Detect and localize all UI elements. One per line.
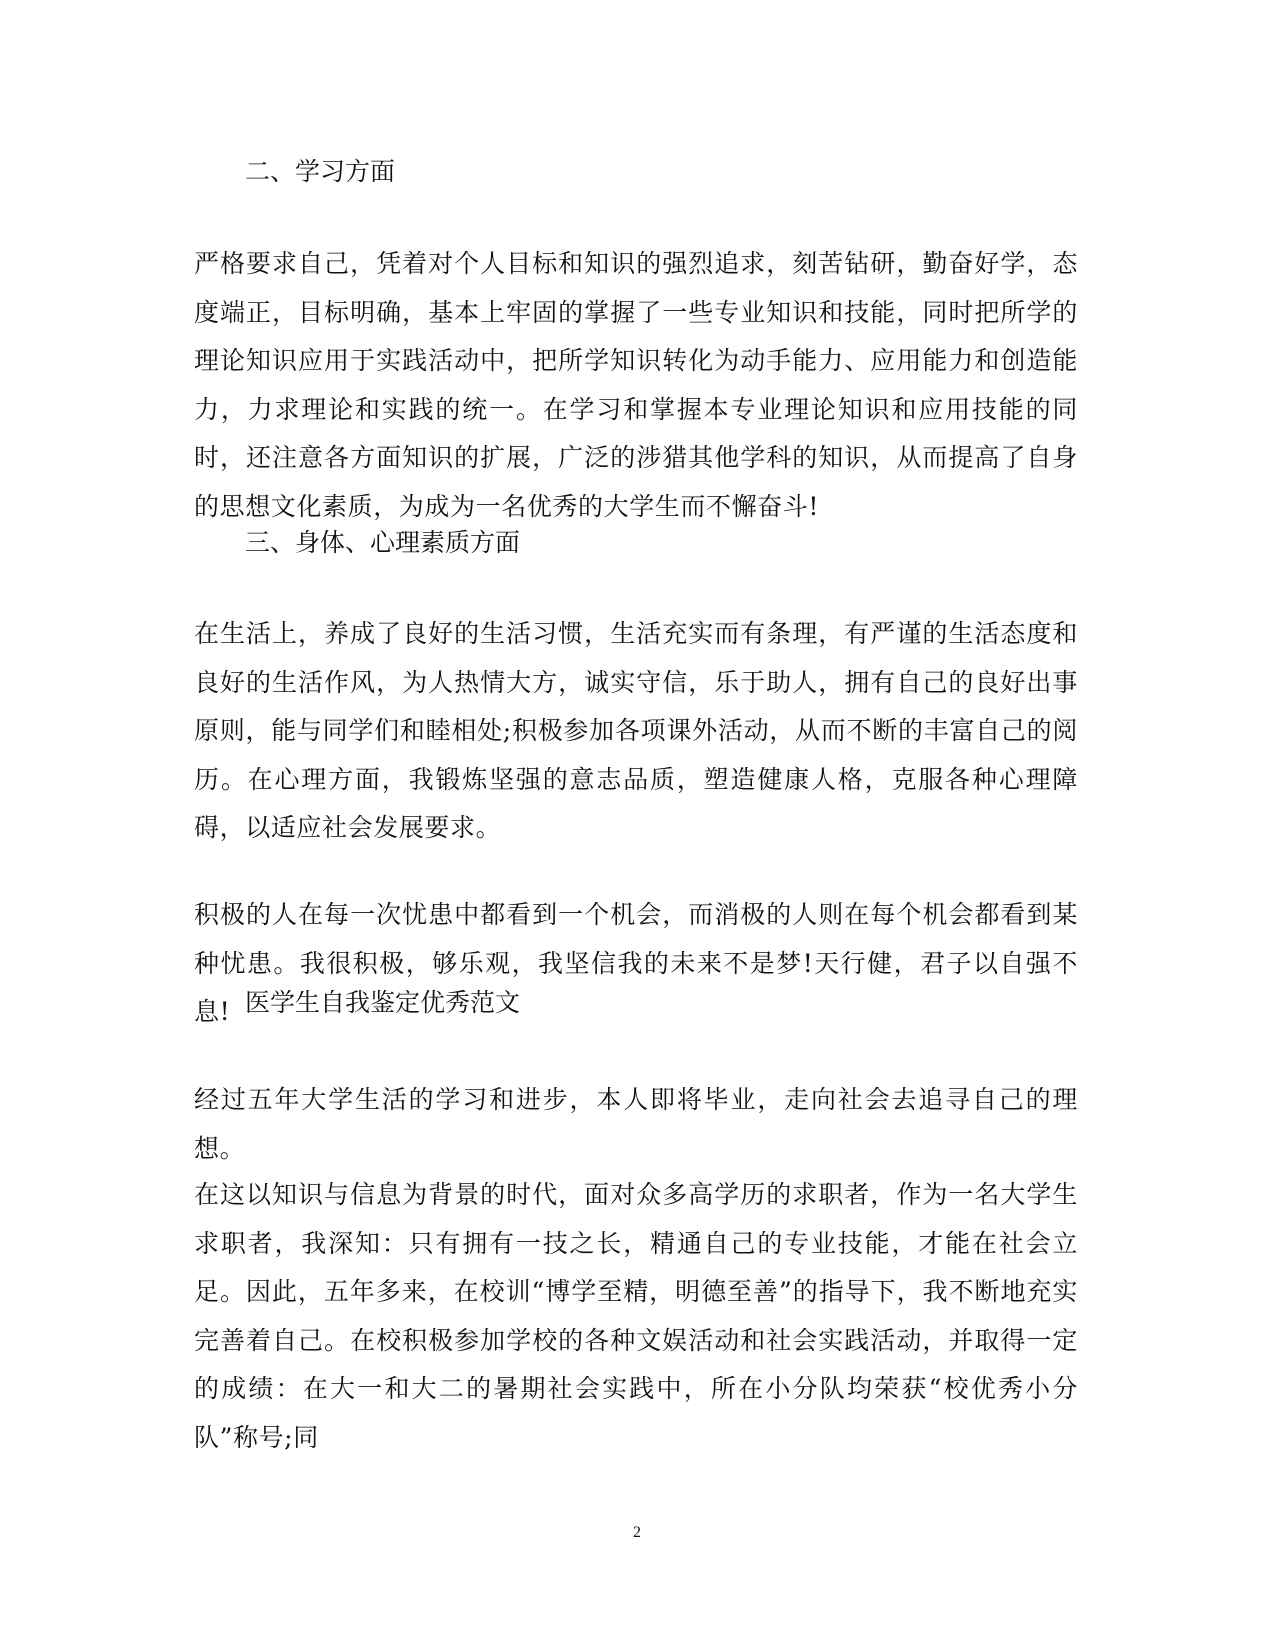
page-number: 2	[633, 1524, 641, 1541]
paragraph-life: 在生活上，养成了良好的生活习惯，生活充实而有条理，有严谨的生活态度和良好的生活作风，为人热情大方，诚实守信，乐于助人，拥有自己的良好出事原则，能与同学们和睦相处;积极参加各项课外活动，从而不断的丰富自己的阅历。在心理方面，我锻炼坚强的意志品质，塑造健康人格，克服各种心理障碍，以适应社会发展要求。	[194, 619, 1078, 842]
paragraph-career: 在这以知识与信息为背景的时代，面对众多高学历的求职者，作为一名大学生求职者，我深知：只有拥有一技之长，精通自己的专业技能，才能在社会立足。因此，五年多来，在校训“博学至精，明德至善”的指导下，我不断地充实完善着自己。在校积极参加学校的各种文娱活动和社会实践活动，并取得一定的成绩：在大一和大二的暑期社会实践中，所在小分队均荣获“校优秀小分队”称号;同	[194, 1180, 1078, 1452]
section-heading-study: 二、学习方面	[245, 157, 396, 186]
paragraph-graduation: 经过五年大学生活的学习和进步，本人即将毕业，走向社会去追寻自己的理想。	[194, 1085, 1078, 1163]
paragraph-study: 严格要求自己，凭着对个人目标和知识的强烈追求，刻苦钻研，勤奋好学，态度端正，目标明确，基本上牢固的掌握了一些专业知识和技能，同时把所学的理论知识应用于实践活动中，把所学知识转化为动手能力、应用能力和创造能力，力求理论和实践的统一。在学习和掌握本专业理论知识和应用技能的同时，还注意各方面知识的扩展，广泛的涉猎其他学科的知识，从而提高了自身的思想文化素质，为成为一名优秀的大学生而不懈奋斗!	[194, 249, 1078, 521]
section-heading-body-mind: 三、身体、心理素质方面	[245, 528, 521, 557]
section-heading-sample-essay: 医学生自我鉴定优秀范文	[245, 988, 521, 1017]
paragraph-optimism: 积极的人在每一次忧患中都看到一个机会，而消极的人则在每个机会都看到某种忧患。我很积极，够乐观，我坚信我的未来不是梦!天行健，君子以自强不息!	[194, 900, 1078, 1026]
